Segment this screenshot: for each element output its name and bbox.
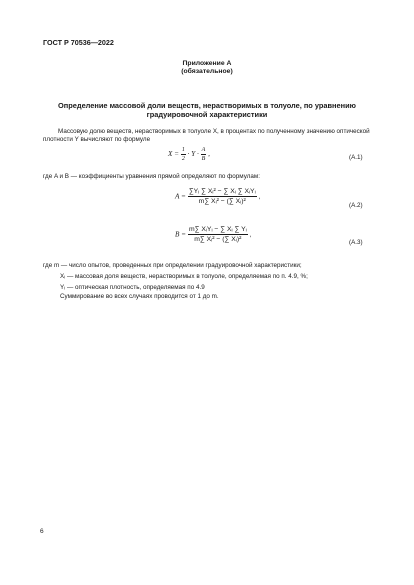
half-fraction bbox=[181, 147, 186, 162]
section-title-line1: Определение массовой доли веществ, нерастворимых в толуоле, по уравнению bbox=[58, 101, 356, 110]
half-numerator: 1 bbox=[181, 147, 185, 153]
ab-fraction bbox=[201, 147, 207, 162]
formula-a1-number: (А.1) bbox=[349, 154, 363, 161]
ab-numerator: A bbox=[201, 147, 206, 153]
formula-a3-numerator: m∑ XᵢYᵢ − ∑ Xᵢ ∑ Yᵢ bbox=[188, 226, 247, 233]
where-line-y: Yᵢ — оптическая плотность, определяемая по 4.9 bbox=[60, 284, 205, 291]
formula-a2-denominator: m∑ Xᵢ² − (∑ Xᵢ)² bbox=[198, 198, 246, 205]
intro-line2: плотности Y вычисляют по формуле bbox=[43, 136, 151, 143]
formula-a2-fraction bbox=[188, 188, 257, 205]
formula-a2-tail: , bbox=[258, 193, 261, 201]
summation-note: Суммирование во всех случаях проводится от 1 до m. bbox=[60, 293, 219, 300]
formula-a2-lhs: A = bbox=[175, 192, 186, 201]
formula-a1-lhs: X = bbox=[168, 150, 180, 159]
half-denominator: 2 bbox=[181, 156, 185, 162]
intro-line1: Массовую долю веществ, нерастворимых в толуоле X, в процентах по полученному значению оптической bbox=[58, 128, 370, 135]
formula-a1 bbox=[168, 147, 210, 162]
section-title-line2: градуировочной характеристики bbox=[146, 110, 268, 119]
formula-a2-number: (А.2) bbox=[349, 202, 363, 209]
formula-a3-number: (А.3) bbox=[349, 239, 363, 246]
page-number: 6 bbox=[40, 528, 44, 535]
where-line-m: где m — число опытов, проведенных при определении градуировочной характеристики; bbox=[43, 262, 302, 269]
formula-a3-tail: , bbox=[249, 231, 252, 239]
formula-a2 bbox=[175, 188, 260, 205]
standard-header: ГОСТ Р 70536—2022 bbox=[43, 38, 114, 47]
formula-a3-denominator: m∑ Xᵢ² − (∑ Xᵢ)² bbox=[194, 236, 242, 243]
formula-a1-tail: , bbox=[208, 150, 210, 159]
formula-a3 bbox=[175, 226, 252, 243]
formula-a3-fraction bbox=[188, 226, 248, 243]
coefficients-text: где A и B — коэффициенты уравнения прямой определяют по формулам: bbox=[43, 173, 260, 180]
ab-denominator: B bbox=[201, 156, 206, 162]
formula-a2-numerator: ∑Yᵢ ∑ Xᵢ² − ∑ Xᵢ ∑ XᵢYᵢ bbox=[188, 188, 256, 195]
appendix-status: (обязательное) bbox=[181, 68, 233, 75]
formula-a3-lhs: B = bbox=[175, 230, 187, 239]
appendix-label: Приложение А bbox=[182, 60, 232, 67]
formula-a1-mid: · Y · bbox=[187, 150, 199, 159]
where-line-x: Xᵢ — массовая доля веществ, нерастворимых в толуоле, определяемая по п. 4.9, %; bbox=[60, 273, 308, 280]
